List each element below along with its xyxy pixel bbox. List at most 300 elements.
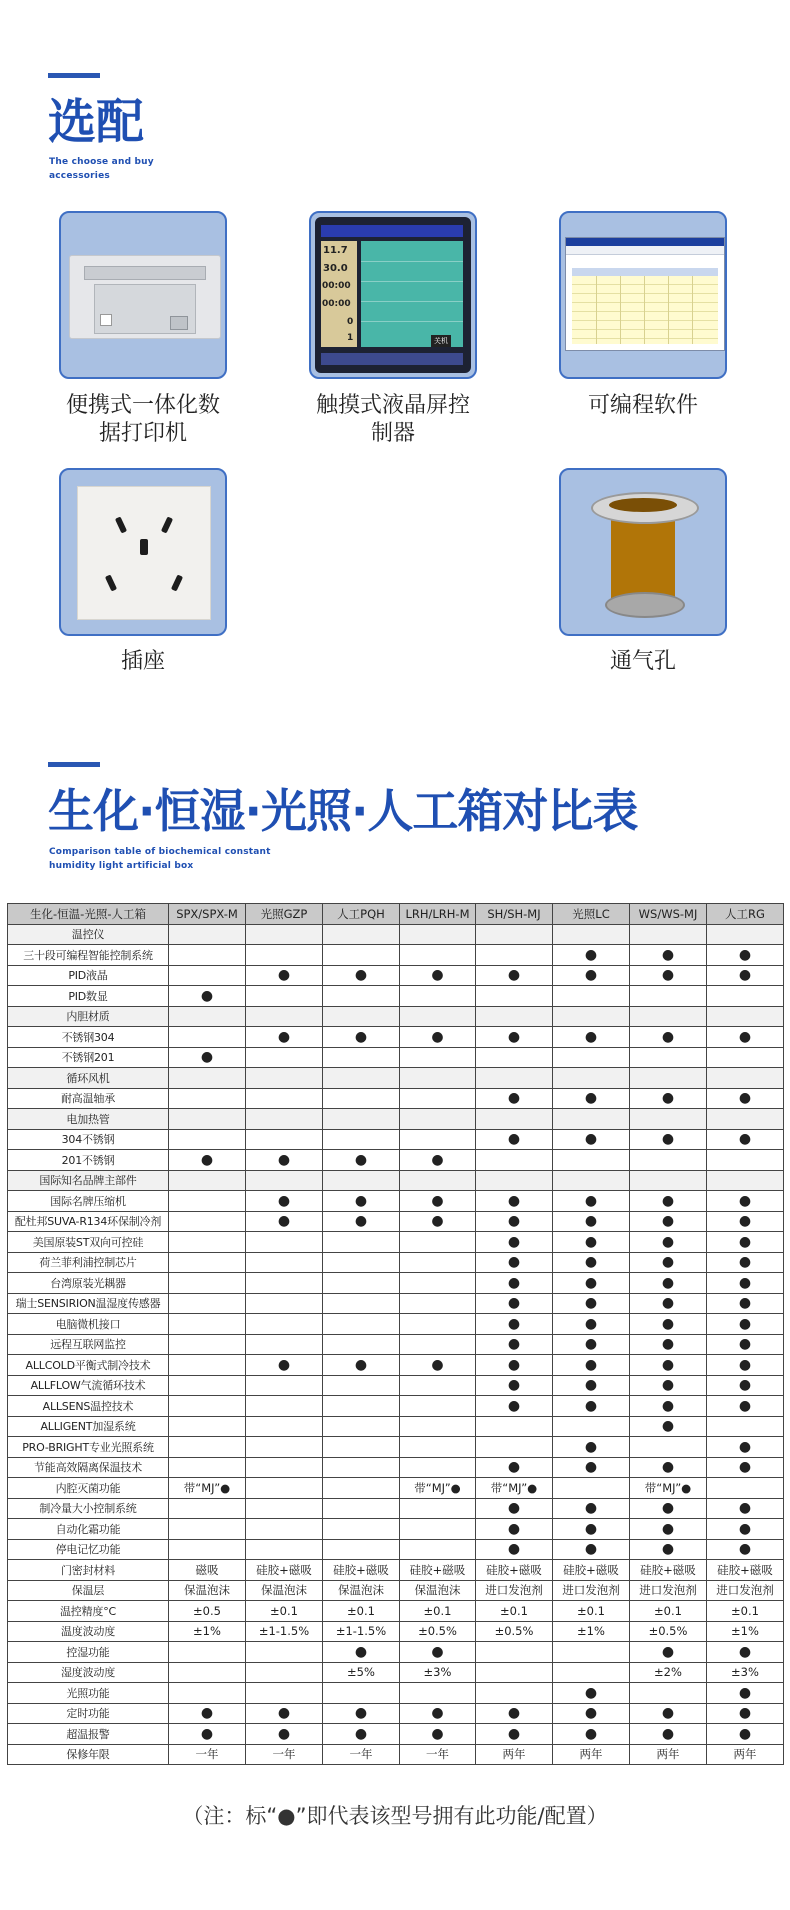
table-cell (169, 1642, 246, 1663)
table-cell: ±3% (707, 1662, 784, 1683)
feature-cell: 国际名牌压缩机 (8, 1191, 169, 1212)
table-row (8, 1232, 784, 1253)
feature-dot: ● (553, 1539, 630, 1560)
table-cell (246, 1375, 323, 1396)
feature-dot: ● (476, 1273, 553, 1294)
table-header-model: 光照LC (553, 904, 630, 925)
power-socket-icon (59, 468, 227, 636)
table-cell (630, 924, 707, 945)
table-cell (323, 1683, 400, 1704)
table-cell (169, 1252, 246, 1273)
feature-dot: ● (476, 1252, 553, 1273)
table-cell (553, 1170, 630, 1191)
feature-cell: 自动化霜功能 (8, 1519, 169, 1540)
table-cell (476, 1662, 553, 1683)
table-cell (169, 1355, 246, 1376)
table-cell (169, 1006, 246, 1027)
table-cell (553, 1662, 630, 1683)
feature-dot: ● (630, 1191, 707, 1212)
table-cell (707, 1047, 784, 1068)
table-cell (553, 1478, 630, 1499)
table-cell (246, 1273, 323, 1294)
table-cell: 硅胶+磁吸 (400, 1560, 476, 1581)
table-cell (630, 1683, 707, 1704)
table-cell: 磁吸 (169, 1560, 246, 1581)
feature-dot: ● (707, 1355, 784, 1376)
feature-dot: ● (169, 1703, 246, 1724)
table-cell: 进口发泡剂 (707, 1580, 784, 1601)
table-cell: ±0.1 (630, 1601, 707, 1622)
table-cell: ±1-1.5% (323, 1621, 400, 1642)
table-cell: 一年 (169, 1744, 246, 1765)
feature-cell: 电加热管 (8, 1109, 169, 1130)
feature-dot: ● (553, 945, 630, 966)
table-cell: 进口发泡剂 (630, 1580, 707, 1601)
feature-dot: ● (553, 1273, 630, 1294)
table-cell (630, 1068, 707, 1089)
feature-cell: ALLFLOW气流循环技术 (8, 1375, 169, 1396)
table-cell (246, 1109, 323, 1130)
table-row (8, 1396, 784, 1417)
table-header-model: 人工RG (707, 904, 784, 925)
feature-dot: ● (553, 1355, 630, 1376)
table-cell (323, 1539, 400, 1560)
table-cell (476, 1437, 553, 1458)
table-row (8, 1252, 784, 1273)
feature-dot: ● (630, 1314, 707, 1335)
feature-dot: ● (323, 1355, 400, 1376)
feature-dot: ● (400, 1355, 476, 1376)
table-cell (400, 1437, 476, 1458)
table-row (8, 1539, 784, 1560)
feature-dot: ● (400, 1642, 476, 1663)
feature-dot: ● (707, 1273, 784, 1294)
feature-dot: ● (553, 1519, 630, 1540)
table-cell: 保温泡沫 (169, 1580, 246, 1601)
table-cell (246, 1642, 323, 1663)
table-cell (630, 986, 707, 1007)
feature-dot: ● (707, 1724, 784, 1745)
feature-cell: 201不锈钢 (8, 1150, 169, 1171)
table-cell: 硅胶+磁吸 (476, 1560, 553, 1581)
feature-cell: 定时功能 (8, 1703, 169, 1724)
feature-dot: ● (630, 1355, 707, 1376)
table-cell (400, 1539, 476, 1560)
feature-dot: ● (400, 1724, 476, 1745)
table-row (8, 1437, 784, 1458)
touchscreen-controller-icon (309, 211, 477, 379)
table-cell (400, 1375, 476, 1396)
table-cell (246, 1129, 323, 1150)
table-cell (476, 1150, 553, 1171)
feature-dot: ● (476, 1519, 553, 1540)
table-cell (630, 1109, 707, 1130)
table-row (8, 924, 784, 945)
feature-dot: ● (246, 1150, 323, 1171)
feature-dot: ● (476, 1027, 553, 1048)
table-cell: ±0.1 (476, 1601, 553, 1622)
table-cell: 保温泡沫 (246, 1580, 323, 1601)
table-cell (323, 1519, 400, 1540)
table-row (8, 1088, 784, 1109)
table-cell: ±0.1 (553, 1601, 630, 1622)
table-cell: ±2% (630, 1662, 707, 1683)
feature-dot: ● (476, 1293, 553, 1314)
feature-dot: ● (553, 1498, 630, 1519)
feature-cell: 保温层 (8, 1580, 169, 1601)
feature-dot: ● (630, 1396, 707, 1417)
table-row (8, 1129, 784, 1150)
feature-dot: ● (169, 1047, 246, 1068)
table-cell (476, 1047, 553, 1068)
table-cell (400, 1416, 476, 1437)
table-cell (169, 1273, 246, 1294)
feature-dot: ● (707, 1232, 784, 1253)
feature-dot: ● (400, 1027, 476, 1048)
table-cell (553, 1416, 630, 1437)
printer-icon (59, 211, 227, 379)
feature-dot: ● (630, 1334, 707, 1355)
table-cell: 两年 (553, 1744, 630, 1765)
feature-dot: ● (169, 1150, 246, 1171)
feature-dot: ● (630, 1211, 707, 1232)
table-cell (707, 1170, 784, 1191)
table-cell (246, 1498, 323, 1519)
feature-cell: 湿度波动度 (8, 1662, 169, 1683)
lcd-value: 30.0 (323, 263, 348, 274)
feature-cell: 配杜邦SUVA-R134环保制冷剂 (8, 1211, 169, 1232)
table-row (8, 1314, 784, 1335)
feature-cell: ALLSENS温控技术 (8, 1396, 169, 1417)
table-cell (400, 1683, 476, 1704)
table-cell (246, 1170, 323, 1191)
feature-cell: 荷兰菲利浦控制芯片 (8, 1252, 169, 1273)
feature-dot: ● (707, 1519, 784, 1540)
feature-dot: ● (630, 1642, 707, 1663)
feature-dot: ● (630, 1027, 707, 1048)
feature-dot: ● (553, 1129, 630, 1150)
table-cell (400, 1273, 476, 1294)
table-cell (707, 1068, 784, 1089)
table-row (8, 1047, 784, 1068)
table-cell (169, 1109, 246, 1130)
feature-dot: ● (630, 945, 707, 966)
table-cell: ±3% (400, 1662, 476, 1683)
table-cell: 两年 (476, 1744, 553, 1765)
feature-cell: 停电记忆功能 (8, 1539, 169, 1560)
table-cell (323, 1170, 400, 1191)
feature-dot: ● (323, 1211, 400, 1232)
feature-dot: ● (707, 1252, 784, 1273)
table-cell (323, 1047, 400, 1068)
feature-dot: ● (553, 1232, 630, 1253)
table-cell (323, 1314, 400, 1335)
lcd-button: 关机 (431, 335, 451, 347)
feature-dot: ● (553, 1683, 630, 1704)
feature-dot: ● (476, 1355, 553, 1376)
table-cell (323, 1232, 400, 1253)
table-header-model: SH/SH-MJ (476, 904, 553, 925)
feature-dot: ● (553, 965, 630, 986)
table-cell (707, 1478, 784, 1499)
table-cell (169, 924, 246, 945)
table-cell (246, 1437, 323, 1458)
feature-dot: ● (630, 1457, 707, 1478)
feature-dot: ● (476, 1724, 553, 1745)
table-cell: ±0.1 (323, 1601, 400, 1622)
feature-dot: ● (707, 1683, 784, 1704)
feature-cell: 美国原装ST双向可控硅 (8, 1232, 169, 1253)
table-row (8, 1519, 784, 1540)
legend-note: （注：标“●”即代表该型号拥有此功能/配置） (182, 1804, 608, 1828)
table-cell: ±0.1 (246, 1601, 323, 1622)
section-accent-bar (48, 73, 100, 78)
feature-dot: ● (476, 1703, 553, 1724)
table-cell (323, 945, 400, 966)
printer-body (69, 255, 221, 339)
feature-dot: ● (169, 986, 246, 1007)
feature-dot: ● (707, 1129, 784, 1150)
feature-dot: ● (707, 1457, 784, 1478)
table-cell (476, 1006, 553, 1027)
table-row (8, 1621, 784, 1642)
feature-dot: ● (169, 1724, 246, 1745)
table-row (8, 986, 784, 1007)
table-cell (246, 1683, 323, 1704)
table-cell (630, 1047, 707, 1068)
feature-dot: ● (707, 1703, 784, 1724)
table-cell (323, 1396, 400, 1417)
table-cell (323, 1334, 400, 1355)
feature-cell: 温控仪 (8, 924, 169, 945)
table-cell (400, 1334, 476, 1355)
feature-dot: ● (553, 1396, 630, 1417)
accessory-label-touchscreen: 触摸式液晶屏控 制器 (315, 393, 470, 446)
table-cell (169, 1457, 246, 1478)
table-row (8, 1601, 784, 1622)
table-cell (246, 1047, 323, 1068)
table-cell (400, 1109, 476, 1130)
feature-dot: ● (476, 1232, 553, 1253)
table-cell (246, 1662, 323, 1683)
table-cell (630, 1150, 707, 1171)
comparison-table (7, 903, 784, 1765)
table-row (8, 1457, 784, 1478)
table-cell (169, 1683, 246, 1704)
feature-dot: ● (323, 1150, 400, 1171)
feature-cell: 循环风机 (8, 1068, 169, 1089)
feature-cell: 不锈钢201 (8, 1047, 169, 1068)
table-cell: ±1% (553, 1621, 630, 1642)
feature-dot: ● (476, 1457, 553, 1478)
feature-dot: ● (707, 1314, 784, 1335)
table-row (8, 1724, 784, 1745)
feature-dot: ● (553, 1027, 630, 1048)
table-header-row (8, 904, 784, 925)
table-cell (169, 1191, 246, 1212)
feature-dot: ● (400, 965, 476, 986)
table-cell (246, 986, 323, 1007)
feature-dot: ● (553, 1457, 630, 1478)
feature-dot: ● (630, 1252, 707, 1273)
section-accent-bar (48, 762, 100, 767)
table-cell (400, 1498, 476, 1519)
table-cell (169, 1068, 246, 1089)
feature-dot: ● (400, 1703, 476, 1724)
table-header-model: 人工PQH (323, 904, 400, 925)
table-cell (246, 1293, 323, 1314)
feature-cell: 三十段可编程智能控制系统 (8, 945, 169, 966)
feature-cell: 控湿功能 (8, 1642, 169, 1663)
feature-cell: 光照功能 (8, 1683, 169, 1704)
table-cell: 进口发泡剂 (553, 1580, 630, 1601)
feature-dot: ● (630, 1232, 707, 1253)
table-cell (400, 1170, 476, 1191)
feature-dot: ● (400, 1150, 476, 1171)
feature-dot: ● (553, 1088, 630, 1109)
feature-cell: 超温报警 (8, 1724, 169, 1745)
feature-cell: 节能高效隔离保温技术 (8, 1457, 169, 1478)
table-cell (476, 924, 553, 945)
feature-dot: ● (707, 1498, 784, 1519)
table-row (8, 1683, 784, 1704)
table-cell (323, 1006, 400, 1027)
table-cell: ±0.5 (169, 1601, 246, 1622)
feature-cell: PID数显 (8, 986, 169, 1007)
table-cell (400, 1068, 476, 1089)
table-cell (169, 1129, 246, 1150)
table-cell (323, 1068, 400, 1089)
feature-dot: ● (476, 1539, 553, 1560)
feature-cell: PRO-BRIGHT专业光照系统 (8, 1437, 169, 1458)
table-cell (553, 1109, 630, 1130)
feature-dot: ● (400, 1211, 476, 1232)
table-cell: 两年 (707, 1744, 784, 1765)
table-cell (553, 1068, 630, 1089)
table-cell (630, 1170, 707, 1191)
table-cell (400, 1457, 476, 1478)
table-row (8, 1109, 784, 1130)
table-cell (169, 1396, 246, 1417)
table-cell (246, 1478, 323, 1499)
table-cell (246, 1539, 323, 1560)
table-cell: 带“MJ”● (630, 1478, 707, 1499)
table-cell: 进口发泡剂 (476, 1580, 553, 1601)
feature-dot: ● (707, 945, 784, 966)
feature-cell: 耐高温轴承 (8, 1088, 169, 1109)
feature-dot: ● (553, 1437, 630, 1458)
feature-cell: 不锈钢304 (8, 1027, 169, 1048)
feature-dot: ● (630, 965, 707, 986)
accessory-label-printer: 便携式一体化数 据打印机 (65, 393, 220, 446)
comparison-title: 生化·恒湿·光照·人工箱对比表 (48, 784, 638, 838)
table-row (8, 1560, 784, 1581)
table-cell (323, 1293, 400, 1314)
table-cell (169, 1293, 246, 1314)
table-cell (400, 945, 476, 966)
feature-dot: ● (323, 1027, 400, 1048)
table-row (8, 1662, 784, 1683)
accessory-label-software: 可编程软件 (587, 393, 698, 418)
table-row (8, 1191, 784, 1212)
feature-dot: ● (476, 1129, 553, 1150)
table-row (8, 1150, 784, 1171)
feature-dot: ● (707, 1396, 784, 1417)
feature-cell: 瑞士SENSIRION温湿度传感器 (8, 1293, 169, 1314)
table-cell (707, 1006, 784, 1027)
feature-dot: ● (246, 965, 323, 986)
feature-dot: ● (553, 1293, 630, 1314)
feature-dot: ● (707, 1334, 784, 1355)
table-cell (400, 1519, 476, 1540)
feature-dot: ● (476, 1191, 553, 1212)
table-header-model: LRH/LRH-M (400, 904, 476, 925)
table-cell (707, 986, 784, 1007)
table-cell (323, 1437, 400, 1458)
feature-dot: ● (246, 1211, 323, 1232)
feature-dot: ● (246, 1703, 323, 1724)
feature-dot: ● (323, 1703, 400, 1724)
table-cell: 保温泡沫 (400, 1580, 476, 1601)
feature-cell: 制冷量大小控制系统 (8, 1498, 169, 1519)
table-cell (169, 1662, 246, 1683)
table-cell (400, 1314, 476, 1335)
lcd-value: 00:00 (322, 281, 351, 291)
table-row (8, 1744, 784, 1765)
socket-plate (77, 486, 211, 620)
table-cell: 硅胶+磁吸 (323, 1560, 400, 1581)
table-cell (169, 1170, 246, 1191)
table-cell (323, 1375, 400, 1396)
feature-dot: ● (707, 1191, 784, 1212)
table-cell (476, 1109, 553, 1130)
feature-dot: ● (476, 1211, 553, 1232)
feature-dot: ● (707, 1027, 784, 1048)
feature-dot: ● (707, 965, 784, 986)
feature-dot: ● (707, 1088, 784, 1109)
feature-cell: 电脑微机接口 (8, 1314, 169, 1335)
feature-dot: ● (707, 1375, 784, 1396)
table-cell (246, 1068, 323, 1089)
table-cell (246, 1416, 323, 1437)
feature-dot: ● (553, 1314, 630, 1335)
table-cell: 带“MJ”● (400, 1478, 476, 1499)
table-cell (400, 1293, 476, 1314)
feature-dot: ● (476, 1088, 553, 1109)
table-cell: 一年 (323, 1744, 400, 1765)
feature-dot: ● (553, 1211, 630, 1232)
feature-dot: ● (630, 1416, 707, 1437)
table-cell (476, 1170, 553, 1191)
table-cell (553, 1150, 630, 1171)
comparison-subtitle: Comparison table of biochemical constant humidity light artificial box (49, 847, 271, 871)
table-cell (553, 924, 630, 945)
table-row (8, 1375, 784, 1396)
table-cell (400, 1396, 476, 1417)
feature-dot: ● (553, 1252, 630, 1273)
table-cell (630, 1006, 707, 1027)
table-cell: ±1% (169, 1621, 246, 1642)
feature-dot: ● (707, 1211, 784, 1232)
feature-dot: ● (246, 1027, 323, 1048)
accessories-title: 选配 (48, 94, 145, 150)
table-cell (246, 1232, 323, 1253)
table-cell (169, 1027, 246, 1048)
table-row (8, 1580, 784, 1601)
table-cell: 保温泡沫 (323, 1580, 400, 1601)
table-cell (246, 1457, 323, 1478)
feature-dot: ● (707, 1642, 784, 1663)
